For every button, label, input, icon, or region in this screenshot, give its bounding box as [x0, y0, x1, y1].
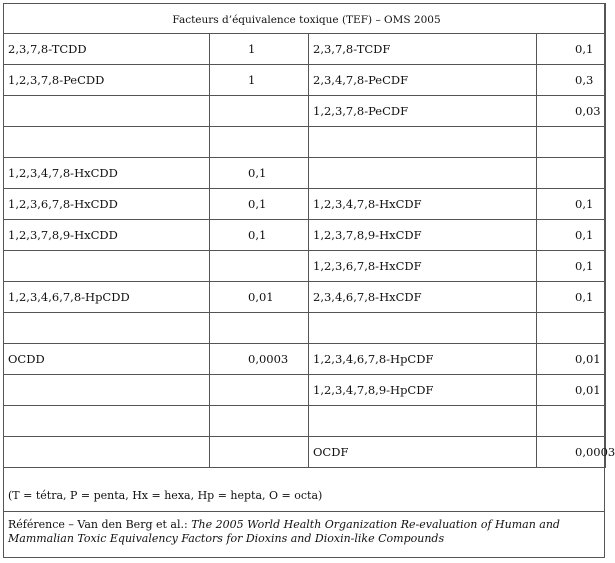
congener-cdd-cell [4, 96, 210, 127]
tef-cdf-cell [537, 127, 606, 158]
abbreviations-note: (T = tétra, P = penta, Hx = hexa, Hp = hepta, O = octa) [8, 489, 323, 502]
tef-cdd-cell [210, 96, 309, 127]
tef-cdf-cell [537, 406, 606, 437]
congener-cdd-cell [4, 313, 210, 344]
tef-table-body [4, 4, 615, 468]
table-row [4, 189, 606, 220]
congener-cdf-cell: 2,3,4,6,7,8-HxCDF [309, 282, 537, 313]
footer-divider [3, 511, 605, 512]
congener-cdf-cell: 1,2,3,4,7,8,9-HpCDF [309, 375, 537, 406]
congener-cdf-cell: 1,2,3,7,8,9-HxCDF [309, 220, 537, 251]
congener-cdd-cell: 1,2,3,6,7,8-HxCDD [4, 189, 210, 220]
tef-cdd-cell [210, 375, 309, 406]
table-row [4, 96, 606, 127]
reference-prefix: Référence – Van den Berg et al.: [8, 518, 192, 531]
tef-cdd-cell: 1 [210, 34, 309, 65]
tef-cdf-cell: 0,01 [537, 375, 606, 406]
table-row [4, 220, 606, 251]
tef-cdd-cell: 0,01 [210, 282, 309, 313]
tef-cdf-cell: 0,1 [537, 220, 606, 251]
tef-cdf-cell [537, 313, 606, 344]
tef-cdf-cell: 0,01 [537, 344, 606, 375]
congener-cdd-cell: 1,2,3,4,6,7,8-HpCDD [4, 282, 210, 313]
table-row [4, 406, 606, 437]
table-row [4, 437, 606, 468]
tef-cdd-cell [210, 127, 309, 158]
tef-cdf-cell: 0,1 [537, 251, 606, 282]
table-row [4, 65, 606, 96]
congener-cdd-cell: 2,3,7,8-TCDD [4, 34, 210, 65]
congener-cdf-cell: 1,2,3,4,7,8-HxCDF [309, 189, 537, 220]
tef-table [3, 3, 615, 468]
table-title: Facteurs d’équivalence toxique (TEF) – OMS 2005 [4, 4, 606, 34]
tef-cdd-cell: 0,1 [210, 189, 309, 220]
congener-cdd-cell [4, 127, 210, 158]
tef-cdd-cell: 0,1 [210, 158, 309, 189]
congener-cdf-cell [309, 313, 537, 344]
tef-cdf-cell [537, 158, 606, 189]
congener-cdf-cell: 2,3,7,8-TCDF [309, 34, 537, 65]
tef-cdd-cell [210, 251, 309, 282]
tef-cdd-cell: 1 [210, 65, 309, 96]
table-row [4, 375, 606, 406]
congener-cdd-cell: 1,2,3,7,8,9-HxCDD [4, 220, 210, 251]
congener-cdd-cell: 1,2,3,7,8-PeCDD [4, 65, 210, 96]
tef-cdf-cell: 0,3 [537, 65, 606, 96]
congener-cdd-cell [4, 375, 210, 406]
tef-cdd-cell [210, 313, 309, 344]
table-row [4, 251, 606, 282]
congener-cdf-cell [309, 158, 537, 189]
reference-note [8, 518, 600, 546]
table-row [4, 158, 606, 189]
tef-cdd-cell [210, 437, 309, 468]
congener-cdf-cell [309, 406, 537, 437]
tef-cdf-cell: 0,1 [537, 34, 606, 65]
tef-cdf-cell: 0,1 [537, 189, 606, 220]
congener-cdf-cell: OCDF [309, 437, 537, 468]
congener-cdf-cell: 1,2,3,6,7,8-HxCDF [309, 251, 537, 282]
tef-cdf-cell: 0,0003 [537, 437, 606, 468]
table-row [4, 34, 606, 65]
table-row [4, 344, 606, 375]
table-row [4, 282, 606, 313]
table-title-row [4, 4, 606, 34]
tef-cdf-cell: 0,1 [537, 282, 606, 313]
tef-cdd-cell: 0,0003 [210, 344, 309, 375]
congener-cdf-cell: 2,3,4,7,8-PeCDF [309, 65, 537, 96]
congener-cdd-cell: 1,2,3,4,7,8-HxCDD [4, 158, 210, 189]
reference-title: The 2005 World Health Organization Re-evaluation of Human and Mammalian Toxic Equivalency Factors for Dioxins and Dioxin-like Compounds [8, 518, 560, 545]
congener-cdd-cell [4, 437, 210, 468]
tef-cdd-cell [210, 406, 309, 437]
tef-cdf-cell: 0,03 [537, 96, 606, 127]
congener-cdf-cell [309, 127, 537, 158]
congener-cdf-cell: 1,2,3,7,8-PeCDF [309, 96, 537, 127]
congener-cdf-cell: 1,2,3,4,6,7,8-HpCDF [309, 344, 537, 375]
congener-cdd-cell [4, 406, 210, 437]
tef-cdd-cell: 0,1 [210, 220, 309, 251]
congener-cdd-cell [4, 251, 210, 282]
table-row [4, 127, 606, 158]
congener-cdd-cell: OCDD [4, 344, 210, 375]
table-row [4, 313, 606, 344]
